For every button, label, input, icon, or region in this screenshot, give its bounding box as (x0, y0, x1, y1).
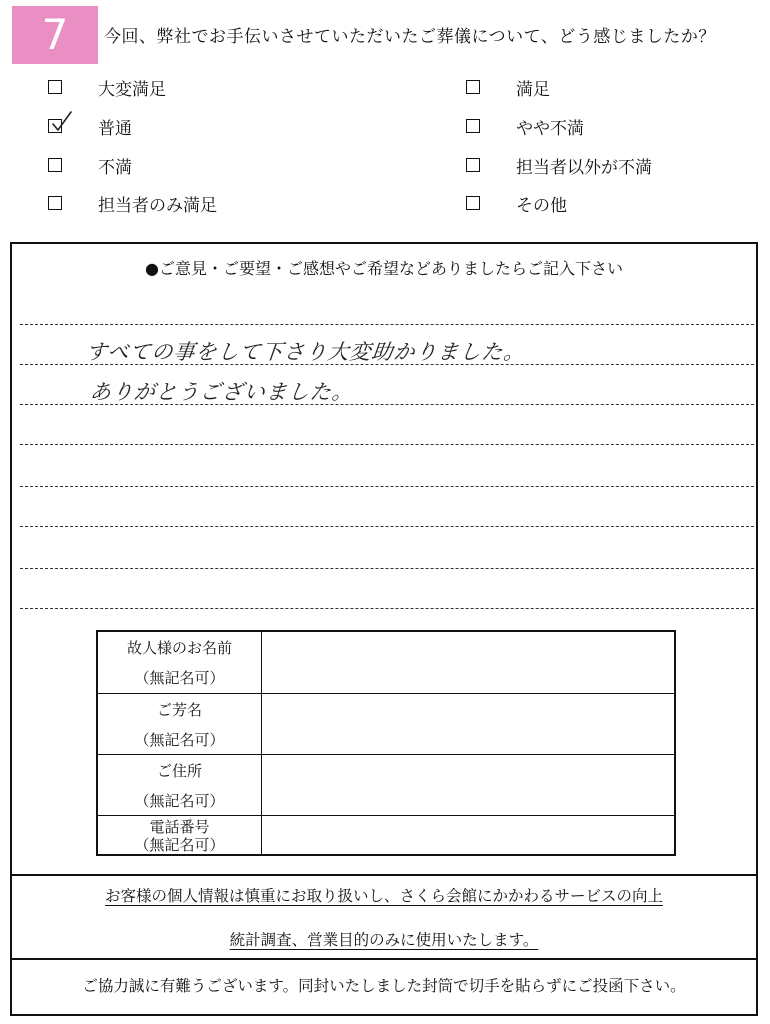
option-somewhat-dissatisfied[interactable] (466, 113, 584, 139)
writing-line (20, 444, 754, 445)
option-dissatisfied[interactable] (48, 152, 132, 178)
handwritten-comment-line-2: ありがとうございました。 (88, 380, 356, 404)
row-label (98, 755, 262, 816)
writing-line (20, 526, 754, 527)
comment-form-box (10, 242, 758, 1016)
table-row (98, 815, 674, 855)
thank-you-note: ご協力誠に有難うございます。同封いたしました封筒で切手を貼らずにご投函下さい。 (82, 977, 686, 995)
option-label: やや不満 (516, 118, 584, 139)
divider (12, 958, 756, 960)
option-dissatisfied-except-staff[interactable] (466, 152, 652, 178)
option-label: 普通 (98, 118, 132, 139)
question-number-badge: 7 (12, 6, 98, 64)
checkbox[interactable] (466, 80, 480, 94)
checkbox[interactable] (48, 158, 62, 172)
privacy-notice-line-2: 統計調査、営業目的のみに使用いたします。 (229, 931, 539, 949)
option-label: 大変満足 (98, 79, 166, 100)
comment-section-title: ●ご意見・ご要望・ご感想やご希望などありましたらご記入下さい (145, 259, 623, 278)
option-label: その他 (516, 195, 567, 216)
checkbox[interactable] (48, 196, 62, 210)
table-row (98, 754, 674, 816)
option-satisfied[interactable] (466, 74, 550, 100)
handwritten-comment-line-1: すべての事をして下さり大変助かりました。 (84, 340, 527, 364)
writing-line (20, 568, 754, 569)
writing-line (20, 608, 754, 609)
privacy-notice-line-1: お客様の個人情報は慎重にお取り扱いし、さくら会館にかかわるサービスの向上 (104, 887, 663, 905)
field-note: （無記名可） (134, 792, 225, 811)
option-label: 担当者のみ満足 (98, 195, 217, 216)
field-name: 電話番号 (149, 817, 210, 836)
option-normal[interactable] (48, 113, 132, 139)
question-text: 今回、弊社でお手伝いさせていただいたご葬儀について、どう感じましたか？ (104, 27, 716, 47)
table-row (98, 693, 674, 755)
table-row (98, 632, 674, 693)
option-label: 満足 (516, 79, 550, 100)
checkbox[interactable] (466, 119, 480, 133)
row-label (98, 816, 262, 855)
field-note: （無記名可） (134, 835, 225, 854)
writing-line (20, 486, 754, 487)
checkbox[interactable] (466, 196, 480, 210)
check-mark-icon (51, 110, 73, 132)
row-label (98, 694, 262, 755)
option-only-staff-satisfied[interactable] (48, 190, 217, 216)
checkbox[interactable] (466, 158, 480, 172)
option-very-satisfied[interactable] (48, 74, 166, 100)
contact-info-table (96, 630, 676, 856)
field-name: 故人様のお名前 (126, 638, 232, 657)
field-note: （無記名可） (134, 669, 225, 688)
field-note: （無記名可） (134, 731, 225, 750)
option-label: 不満 (98, 157, 132, 178)
checkbox[interactable] (48, 80, 62, 94)
row-label (98, 632, 262, 693)
field-name: ご住所 (156, 761, 202, 780)
option-other[interactable] (466, 190, 567, 216)
divider (12, 874, 756, 876)
field-name: ご芳名 (156, 700, 202, 719)
checkbox-checked[interactable] (48, 119, 62, 133)
writing-line (20, 324, 754, 325)
option-label: 担当者以外が不満 (516, 157, 652, 178)
